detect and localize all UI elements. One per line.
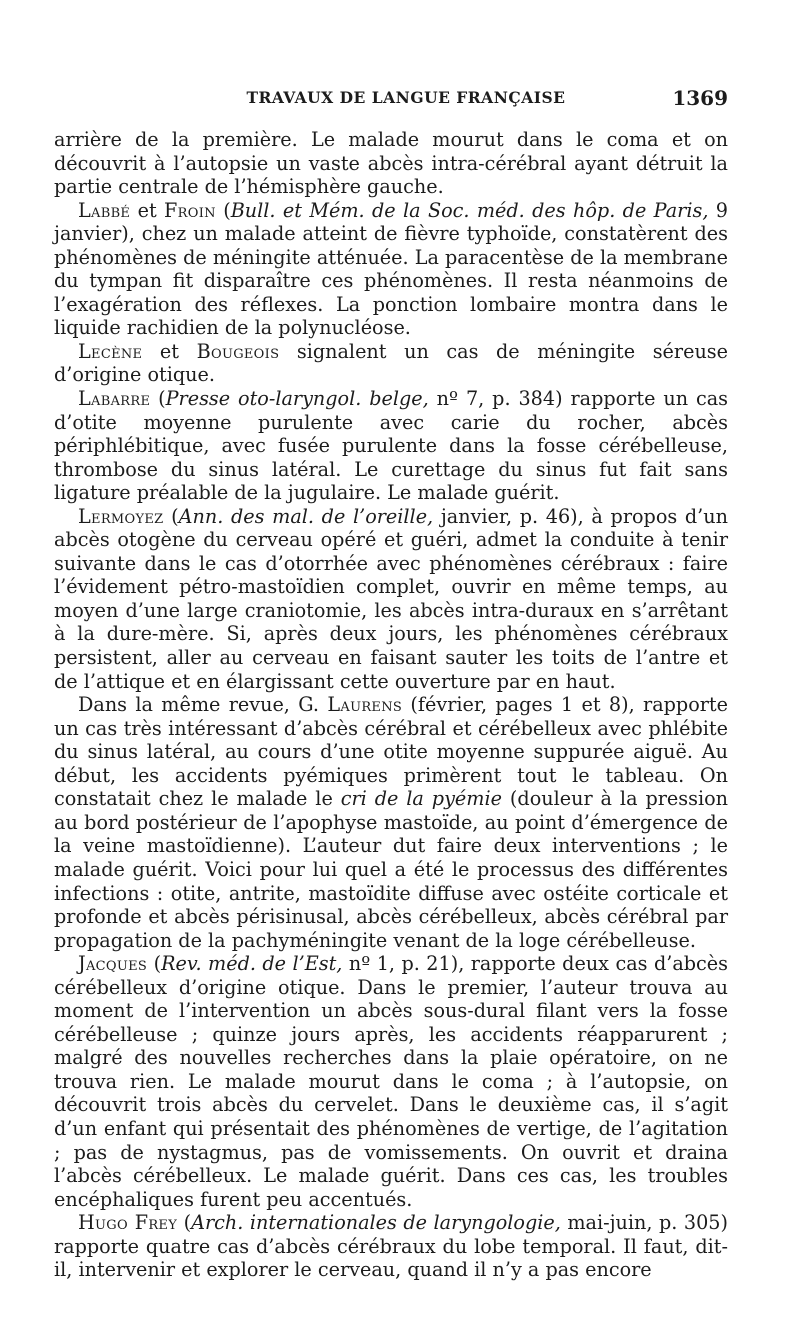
author-name: Bougeois xyxy=(196,339,280,363)
text-run: ( xyxy=(177,1211,192,1235)
text-run: (douleur à la pression au bord postérieur de l’apophyse mastoïde, au point d’émergence de la veine mastoïdienne). L’auteur dut faire deux interventions ; le malade guérit. Voici pour lui quel a été le processus des différentes infections : otite, antrite, mastoïdite diffuse avec ostéite corticale et profonde et abcès périsinusal, abcès cérébelleux, abcès cérébral par propagation de la pachyméningite venant de la loge cérébelleuse. xyxy=(54,787,728,952)
paragraph-8 xyxy=(54,1211,728,1282)
author-name: Jacques xyxy=(78,952,148,976)
page-number: 1369 xyxy=(672,86,728,110)
author-name: Lecène xyxy=(78,339,143,363)
running-header xyxy=(54,88,728,112)
running-title: TRAVAUX DE LANGUE FRANÇAISE xyxy=(246,88,566,107)
paragraph-7 xyxy=(54,952,728,1211)
text-run: et xyxy=(142,339,197,363)
text-run: nº 1, p. 21), rapporte deux cas d’abcès cérébelleux d’origine otique. Dans le premier, l’auteur trouva au moment de l’intervention un abcès sous-dural filant vers la fosse cérébelleuse ; quinze jours après, les accidents réapparurent ; malgré des nouvelles recherches dans la plaie opératoire, on ne trouva rien. Le malade mourut dans le coma ; à l’autopsie, on découvrit trois abcès du cervelet. Dans le deuxième cas, il s’agit d’un enfant qui présentait des phénomènes de vertige, de l’agitation ; pas de nystagmus, pas de vomissements. On ouvrit et draina l’abcès cérébelleux. Le malade guérit. Dans ces cas, les troubles encéphaliques furent peu accentués. xyxy=(54,952,728,1211)
paragraph-text: arrière de la première. Le malade mourut dans le coma et on découvrit à l’autopsie un vaste abcès intra-cérébral ayant détruit la partie centrale de l’hémisphère gauche. xyxy=(54,128,728,199)
paragraph-2 xyxy=(54,199,728,340)
source-citation: Rev. méd. de l’Est, xyxy=(161,952,343,976)
emphasis: cri de la pyémie xyxy=(340,787,502,811)
paragraph-5 xyxy=(54,505,728,693)
paragraph-4 xyxy=(54,387,728,505)
source-citation: Ann. des mal. de l’oreille, xyxy=(178,504,434,528)
author-name: Labarre xyxy=(78,387,151,411)
text-run: et xyxy=(130,198,165,222)
text-run: janvier, p. 46), à propos d’un abcès otogène du cerveau opéré et guéri, admet la conduite à tenir suivante dans le cas d’otorrhée avec phénomènes cérébraux : faire l’évidement pétro-mastoïdien complet, ouvrir en même temps, au moyen d’une large craniotomie, les abcès intra-duraux en s’arrêtant à la dure-mère. Si, après deux jours, les phénomènes cérébraux persistent, aller au cerveau en faisant sauter les toits de l’antre et de l’attique et en élargissant cette ouverture par en haut. xyxy=(54,504,728,693)
text-run: mai-juin, p. 305) rapporte quatre cas d’abcès cérébraux du lobe temporal. Il faut, dit-il, intervenir et explorer le cerveau, quand il n’y a pas encore xyxy=(54,1211,728,1282)
text-run: ( xyxy=(215,198,231,222)
text-run: (février, pages 1 et 8), rapporte un cas très intéressant d’abcès cérébral et cérébelleux avec phlébite du sinus latéral, au cours d’une otite moyenne suppurée aiguë. Au début, les accidents pyémiques primèrent tout le tableau. On constatait chez le malade le xyxy=(54,693,728,811)
text-run: signalent un cas de méningite séreuse d’origine otique. xyxy=(54,339,729,387)
source-citation: Presse oto-laryngol. belge, xyxy=(165,387,429,411)
author-name: Hugo Frey xyxy=(78,1211,178,1235)
text-run: ( xyxy=(147,952,162,976)
author-name: Lermoyez xyxy=(78,504,164,528)
body-text xyxy=(54,128,728,1282)
paragraph-1 xyxy=(54,128,728,199)
text-run: ( xyxy=(163,504,179,528)
source-citation: Arch. internationales de laryngologie, xyxy=(191,1211,561,1235)
paragraph-6 xyxy=(54,693,728,952)
text-run: nº 7, p. 384) rapporte un cas d’otite moyenne purulente avec carie du rocher, abcès périphlébitique, avec fusée purulente dans la fosse cérébelleuse, thrombose du sinus latéral. Le curettage du sinus fut fait sans ligature préalable de la jugulaire. Le malade guérit. xyxy=(54,387,728,505)
paragraph-3 xyxy=(54,340,728,387)
author-name: Froin xyxy=(164,198,216,222)
text-run: Dans la même revue, G. xyxy=(78,693,328,717)
text-run: ( xyxy=(150,387,166,411)
author-name: Labbé xyxy=(78,198,131,222)
source-citation: Bull. et Mém. de la Soc. méd. des hôp. de Paris, xyxy=(230,198,709,222)
text-run: 9 janvier), chez un malade atteint de fièvre typhoïde, constatèrent des phénomènes de méningite atténuée. La paracentèse de la membrane du tympan fit disparaître ces phénomènes. Il resta néanmoins de l’exagération des réflexes. La ponction lombaire montra dans le liquide rachidien de la polynucléose. xyxy=(54,198,728,340)
author-name: Laurens xyxy=(327,693,403,717)
